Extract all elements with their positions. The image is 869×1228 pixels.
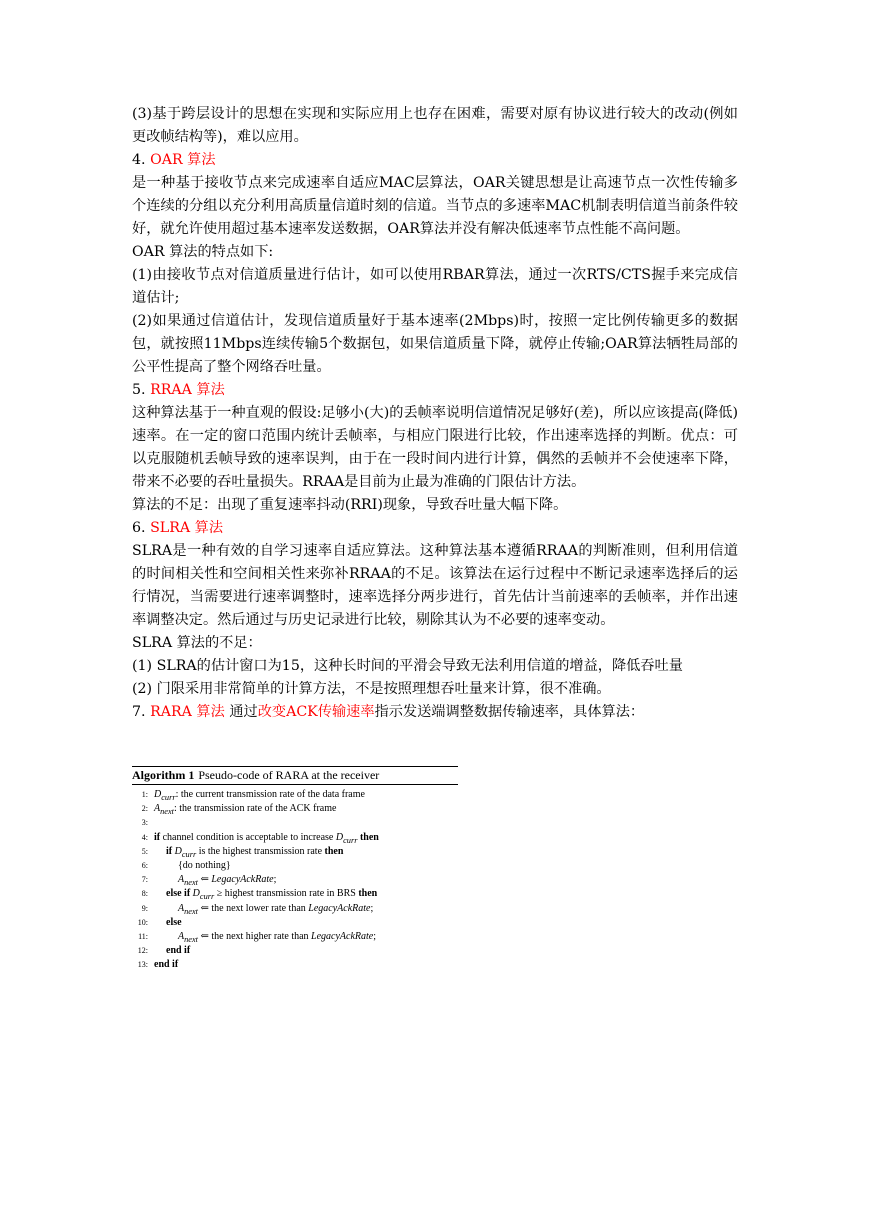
paragraph: (3)基于跨层设计的思想在实现和实际应用上也存在困难，需要对原有协议进行较大的改动(例如更改帧结构等)，难以应用。 [132, 106, 738, 145]
heading-title: SLRA 算法 [150, 520, 224, 536]
paragraph: 是一种基于接收节点来完成速率自适应MAC层算法，OAR关键思想是让高速节点一次性传输多个连续的分组以充分利用高质量信道时刻的信道。当节点的多速率MAC机制表明信道当前条件较好，就允许使用超过基本速率发送数据，OAR算法并没有解决低速率节点性能不高问题。 [132, 175, 738, 237]
algorithm-header [132, 766, 458, 785]
algorithm-label: Algorithm 1 [132, 768, 195, 782]
line-number: 1: [141, 790, 148, 799]
algorithm-box [132, 766, 458, 972]
section-heading [132, 379, 738, 402]
paragraph: OAR 算法的特点如下: [132, 244, 274, 260]
line-number: 4: [141, 832, 148, 842]
algorithm-line [132, 873, 458, 887]
line-code: else [166, 916, 182, 928]
line-number: 9: [141, 903, 148, 913]
line-code: if $D_{curr}$ is the highest transmission rate then [166, 845, 344, 859]
line-code: else if $D_{curr}$ ≥ highest transmission rate in BRS then [166, 888, 378, 902]
paragraph: (2) 门限采用非常简单的计算方法，不是按照理想吞吐量来计算，很不准确。 [132, 681, 611, 697]
algorithm-line [132, 831, 458, 845]
algorithm-line [132, 944, 458, 958]
rara-line-part: 改变ACK传输速率 [257, 704, 375, 720]
section-heading [132, 149, 738, 172]
heading-number: 4. [132, 152, 146, 168]
line-number: 5: [141, 846, 148, 856]
algorithm-line [132, 859, 458, 873]
line-code: $A_{next}$ ⇐ the next lower rate than LegacyAckRate; [178, 902, 374, 916]
algorithm-line [132, 930, 458, 944]
line-number: 11: [138, 931, 148, 941]
rara-line-part: RARA 算法 [150, 704, 225, 720]
line-code: $A_{next}$ ⇐ the next higher rate than LegacyAckRate; [178, 930, 377, 944]
paragraph: (1)由接收节点对信道质量进行估计，如可以使用RBAR算法，通过一次RTS/CTS握手来完成信道估计; [132, 267, 738, 306]
line-number: 12: [137, 946, 148, 956]
rara-line-part: 通过 [224, 704, 258, 720]
algorithm-line [132, 845, 458, 859]
heading-title: OAR 算法 [150, 152, 216, 168]
algorithm-line [132, 902, 458, 916]
line-number: 3: [141, 818, 148, 828]
paragraph: (2)如果通过信道估计，发现信道质量好于基本速率(2Mbps)时，按照一定比例传输更多的数据包，就按照11Mbps连续传输5个数据包，如果信道质量下降，就停止传输;OAR算法牺牲局部的公平性提高了整个网络吞吐量。 [132, 313, 738, 375]
algorithm-line [132, 788, 458, 802]
algorithm-line [132, 887, 458, 901]
line-number: 10: [137, 917, 148, 927]
line-number: 7: [141, 875, 148, 885]
algorithm-line [132, 802, 458, 816]
line-number: 8: [141, 889, 148, 899]
heading-number: 6. [132, 520, 146, 536]
line-code: $A_{next}$: the transmission rate of the ACK frame [154, 803, 337, 817]
paragraph: (1) SLRA的估计窗口为15，这种长时间的平滑会导致无法利用信道的增益，降低吞吐量 [132, 658, 683, 674]
paragraph: 这种算法基于一种直观的假设:足够小(大)的丢帧率说明信道情况足够好(差)，所以应该提高(降低)速率。在一定的窗口范围内统计丢帧率，与相应门限进行比较，作出速率选择的判断。优点：可以克服随机丢帧导致的速率误判，由于在一段时间内进行计算，偶然的丢帧并不会使速率下降，带来不必要的吞吐量损失。RRAA是目前为止最为准确的门限估计方法。 [132, 405, 738, 490]
rara-line-part: 指示发送端调整数据传输速率，具体算法： [374, 704, 645, 720]
line-number: 6: [141, 860, 148, 870]
algorithm-title: Pseudo-code of RARA at the receiver [198, 768, 380, 782]
paragraph: SLRA是一种有效的自学习速率自适应算法。这种算法基本遵循RRAA的判断准则，但利用信道的时间相关性和空间相关性来弥补RRAA的不足。该算法在运行过程中不断记录速率选择后的运行情况，当需要进行速率调整时，速率选择分两步进行，首先估计当前速率的丢帧率，并作出速率调整决定。然后通过与历史记录进行比较，剔除其认为不必要的速率变动。 [132, 543, 738, 628]
algorithm-body [132, 785, 458, 972]
algorithm-line [132, 816, 458, 830]
line-code: $A_{next}$ ⇐ LegacyAckRate; [178, 874, 277, 888]
document-body [132, 103, 738, 724]
rara-line-part: 7. [132, 704, 146, 720]
line-number: 2: [141, 804, 148, 814]
heading-number: 5. [132, 382, 146, 398]
line-code: end if [154, 959, 179, 971]
algorithm-line [132, 916, 458, 930]
line-code: $D_{curr}$: the current transmission rate of the data frame [154, 789, 365, 802]
line-code: if channel condition is acceptable to increase $D_{curr}$ then [154, 831, 379, 845]
section-heading-rara [132, 701, 738, 724]
algorithm-line [132, 958, 458, 972]
line-code: {do nothing} [178, 859, 231, 871]
paragraph: SLRA 算法的不足： [132, 635, 262, 651]
line-code: end if [166, 945, 191, 957]
heading-title: RRAA 算法 [150, 382, 225, 398]
section-heading [132, 517, 738, 540]
paragraph: 算法的不足：出现了重复速率抖动(RRI)现象，导致吞吐量大幅下降。 [132, 497, 568, 513]
line-number: 13: [137, 960, 148, 970]
